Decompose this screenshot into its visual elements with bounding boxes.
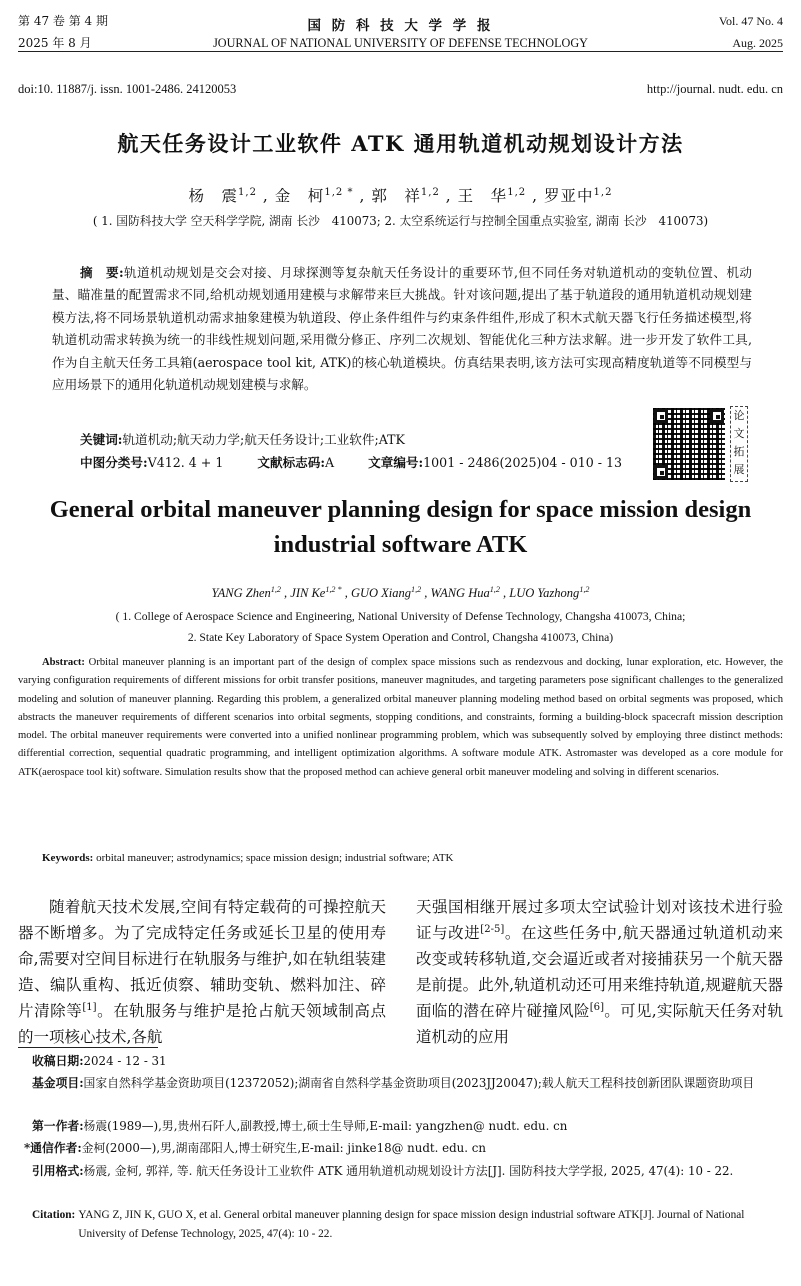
header-date-en: Aug. 2025 — [732, 36, 783, 50]
header-volume-en: Vol. 47 No. 4 — [718, 14, 783, 28]
footnote-citation-cn: 引用格式: 杨震, 金柯, 郭祥, 等. 航天任务设计工业软件 ATK 通用轨道机动规划设计方法[J]. 国防科技大学学报, 2025, 47(4): 10 - 22. — [32, 1164, 734, 1178]
abstract-cn-label: 摘 要: — [80, 265, 124, 280]
doc-code-value: A — [325, 455, 335, 470]
author-cn: 王 华$^{1,2}$ , — [457, 186, 539, 205]
title-cn: 航天任务设计工业软件 ATK 通用轨道机动规划设计方法 — [117, 131, 684, 156]
abstract-cn — [52, 262, 752, 396]
body-column-left: 随着航天技术发展,空间有特定载荷的可操控航天器不断增多。为了完成特定任务或延长卫星的使用寿命,需要对空间目标进行在轨服务与维护,如在轨组装建造、编队重构、抵近侦察、辅助变轨、燃料加注、碎片清除等[1]。在轨服务与维护是抢占航天领域制高点的一项核心技术,各航 — [18, 898, 386, 1046]
keywords-en-label: Keywords: — [42, 852, 94, 864]
title-en: General orbital maneuver planning design for space mission design industrial software ATK — [49, 496, 752, 558]
author-en: LUO Yazhong$^{1,2}$ — [509, 584, 590, 600]
affiliation-en-1: ( 1. College of Aerospace Science and Engineering, National University of Defense Technology, Changsha 410073, China; — [115, 610, 686, 623]
authors-en — [0, 586, 801, 601]
author-cn: 金 柯$^{1,2 *}$ , — [274, 186, 366, 205]
clc-label: 中图分类号: — [80, 455, 148, 470]
header-journal-en: JOURNAL OF NATIONAL UNIVERSITY OF DEFENSE TECHNOLOGY — [213, 36, 588, 50]
article-no-label: 文章编号: — [368, 455, 424, 470]
abstract-en-text: Orbital maneuver planning is an important part of the design of complex space missions such as rendezvous and docking, lunar exploration, etc. However, the varying configuration requirements of different missions for orbit transfer positions, maneuver magnitudes, and targeting parameters pose significant challenges to the generalized modeling and solution of maneuver planning. Regarding this problem, a generalized orbital maneuver planning modeling method based on orbital segments was proposed, which abstracts the maneuver requirements of different scenarios into orbital segments, stopping conditions, and constraints, forming a building-block spacecraft mission description model. The orbital maneuver requirements were converted into a unified nonlinear programming problem, which was subsequently solved by employing three distinct methods: differential correction, sequential quadratic programming, and intelligent optimization algorithms. A software module ATK. Astromaster was developed as a core module for ATK(aerospace tool kit) software. Simulation results show that the proposed method can achieve general orbit maneuver modeling and solving in different scenarios. — [18, 657, 783, 778]
footnote-citation-en: Citation: YANG Z, JIN K, GUO X, et al. General orbital maneuver planning design for space mission design industrial software ATK[J]. Journal of National University of Defense Technology, 2025, 47(4): 10 - 22. — [32, 1209, 745, 1240]
header-volume-cn: 第 47 卷 第 4 期 — [18, 14, 108, 28]
affiliation-cn: ( 1. 国防科技大学 空天科学学院, 湖南 长沙 410073; 2. 太空系统运行与控制全国重点实验室, 湖南 长沙 410073) — [92, 214, 709, 228]
doc-code-label: 文献标志码: — [257, 455, 325, 470]
footnote-corresponding-author: *通信作者:金柯(2000—),男,湖南邵阳人,博士研究生,E-mail: jinke18@ nudt. edu. cn — [24, 1141, 486, 1155]
author-en: YANG Zhen$^{1,2}$ , — [211, 584, 291, 600]
qr-code[interactable] — [653, 408, 725, 480]
author-cn: 郭 祥$^{1,2}$ , — [371, 186, 452, 205]
citation-ref[interactable]: [6] — [589, 1001, 605, 1013]
journal-url: http://journal. nudt. edu. cn — [646, 82, 783, 96]
body-column-right: 天强国相继开展过多项太空试验计划对该技术进行验证与改进[2-5]。在这些任务中,航天器通过轨道机动来改变或转移轨道,交会逼近或者对接捕获另一个航天器是前提。此外,轨道机动还可用来维持轨道,规避航天器面临的潜在碎片碰撞风险[6]。可见,实际航天任务对轨道机动的应用 — [416, 898, 783, 1046]
qr-finder-mark — [654, 409, 668, 423]
footnote-received: 收稿日期:2024 - 12 - 31 — [32, 1054, 167, 1068]
abstract-en-label: Abstract: — [42, 657, 85, 668]
citation-ref[interactable]: [1] — [82, 1001, 97, 1013]
author-en: WANG Hua$^{1,2}$ , — [430, 584, 510, 600]
clc-value: V412. 4 + 1 — [147, 455, 224, 470]
authors-cn — [0, 184, 801, 206]
doi: doi:10. 11887/j. issn. 1001-2486. 24120053 — [18, 82, 237, 96]
article-no-value: 1001 - 2486(2025)04 - 010 - 13 — [423, 455, 623, 470]
citation-ref[interactable]: [2-5] — [480, 923, 505, 935]
keywords-cn — [52, 429, 612, 451]
abstract-en — [18, 654, 783, 782]
abstract-cn-text: 轨道机动规划是交会对接、月球探测等复杂航天任务设计的重要环节,但不同任务对轨道机动的变轨位置、机动量、瞄准量的配置需求不同,给机动规划通用建模与求解带来巨大挑战。针对该问题,提出了基于轨道段的通用轨道机动规划建模方法,将不同场景轨道机动需求抽象建模为轨道段、停止条件组件与约束条件组件,形成了积木式航天器飞行任务描述模型,将轨道机动需求转换为统一的非线性规划问题,采用微分修正、序列二次规划、智能优化三种方法求解。进一步开发了软件工具,作为自主航天任务工具箱(aerospace tool kit, ATK)的核心轨道模块。仿真结果表明,该方法可实现高精度轨道等不同模型与应用场景下的通用化轨道机动规划建模与求解。 — [52, 265, 752, 393]
qr-finder-mark — [654, 465, 668, 479]
header-date-cn: 2025 年 8 月 — [18, 36, 92, 50]
qr-finder-mark — [710, 409, 724, 423]
classification-line — [80, 452, 660, 474]
keywords-en-text: orbital maneuver; astrodynamics; space mission design; industrial software; ATK — [96, 852, 454, 864]
author-en: JIN $Ke^{1,2 *}$ , — [290, 584, 351, 600]
footnote-rule — [18, 1047, 158, 1048]
affiliation-en-2: 2. State Key Laboratory of Space System Operation and Control, Changsha 410073, China) — [187, 631, 614, 644]
keywords-cn-label: 关键词: — [80, 432, 123, 447]
author-en: GUO Xiang$^{1,2}$ , — [350, 584, 431, 600]
extension-note: 论 文 拓 展 — [730, 406, 748, 482]
header-journal-cn: 国 防 科 技 大 学 学 报 — [307, 18, 494, 34]
header-rule — [18, 51, 783, 52]
author-cn: 罗亚中$^{1,2}$ — [544, 186, 613, 205]
footnote-fund: 基金项目: 国家自然科学基金资助项目(12372052);湖南省自然科学基金资助项目(2023JJ20047);载人航天工程科技创新团队课题资助项目 — [32, 1076, 755, 1090]
author-cn: 杨 震$^{1,2}$ , — [188, 186, 269, 205]
keywords-cn-text: 轨道机动;航天动力学;航天任务设计;工业软件;ATK — [122, 432, 405, 447]
keywords-en — [18, 849, 783, 867]
footnote-first-author: 第一作者:杨震(1989—),男,贵州石阡人,副教授,博士,硕士生导师,E-mail: yangzhen@ nudt. edu. cn — [32, 1119, 568, 1133]
